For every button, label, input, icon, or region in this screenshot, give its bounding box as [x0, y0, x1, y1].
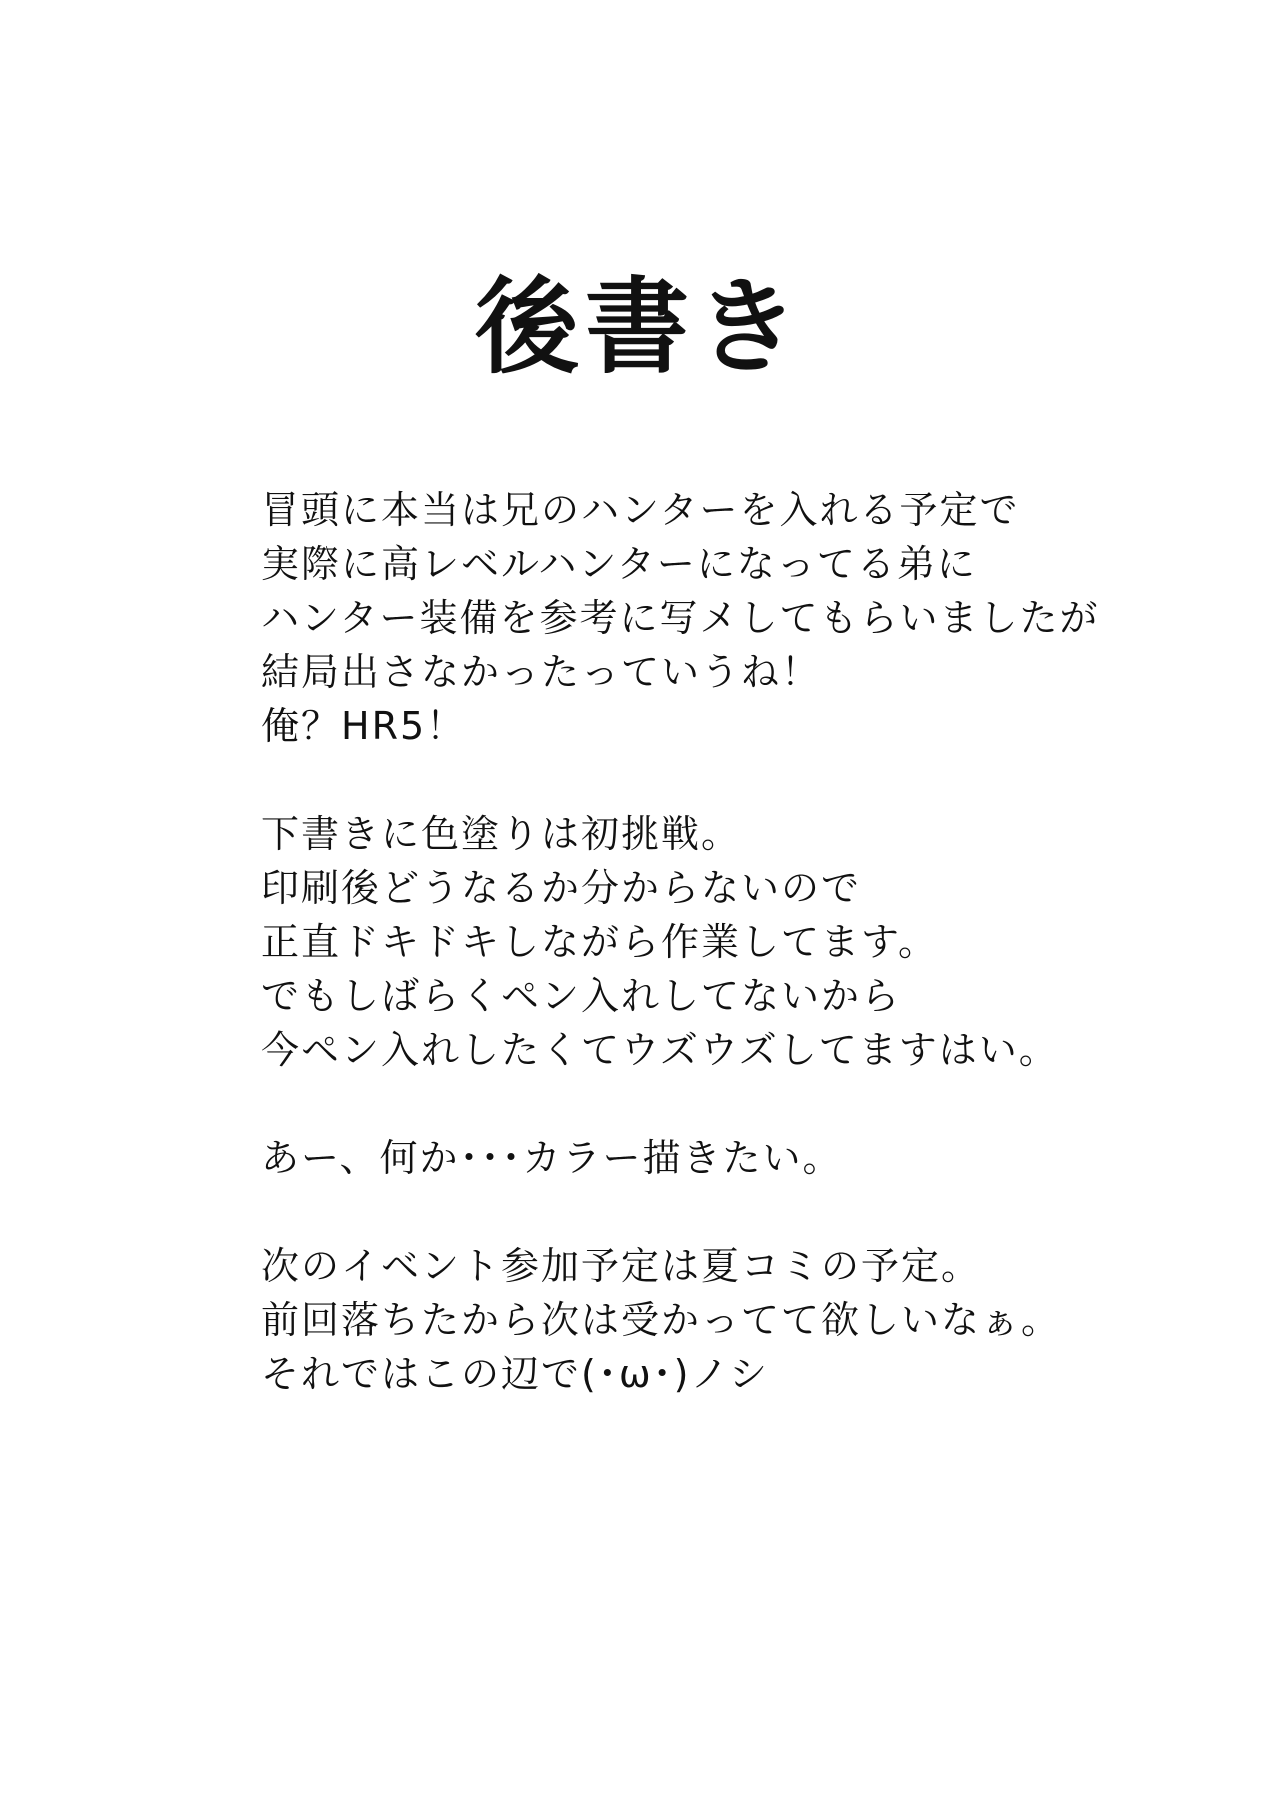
text-line: 次のイベント参加予定は夏コミの予定。: [261, 1244, 982, 1288]
text-line: でもしばらくペン入れしてないから: [261, 974, 902, 1018]
text-line: 実際に高レベルハンターになってる弟に: [261, 542, 977, 586]
text-line: 前回落ちたから次は受かってて欲しいなぁ。: [261, 1298, 1062, 1342]
text-line: 冒頭に本当は兄のハンターを入れる予定で: [261, 488, 1020, 532]
text-line: ハンター装備を参考に写メしてもらいましたが: [261, 596, 1100, 640]
afterword-body: [261, 483, 1241, 1455]
text-line: 正直ドキドキしながら作業してます。: [261, 920, 938, 964]
text-line: あー、何か･･･カラー描きたい。: [261, 1136, 843, 1180]
page-title: 後書き: [474, 266, 805, 388]
text-line: 下書きに色塗りは初挑戦。: [261, 812, 742, 856]
text-line: 結局出さなかったっていうね！: [261, 650, 822, 694]
text-line: 今ペン入れしたくてウズウズしてますはい。: [261, 1028, 1059, 1072]
paragraph-2: [261, 807, 1241, 1077]
paragraph-1: [261, 483, 1241, 753]
paragraph-3: [261, 1131, 1241, 1185]
text-line: 俺？HR5！: [261, 704, 467, 748]
text-line: それではこの辺で(･ω･)ノシ: [261, 1352, 769, 1396]
paragraph-4: [261, 1239, 1241, 1401]
text-line: 印刷後どうなるか分からないので: [261, 866, 862, 910]
